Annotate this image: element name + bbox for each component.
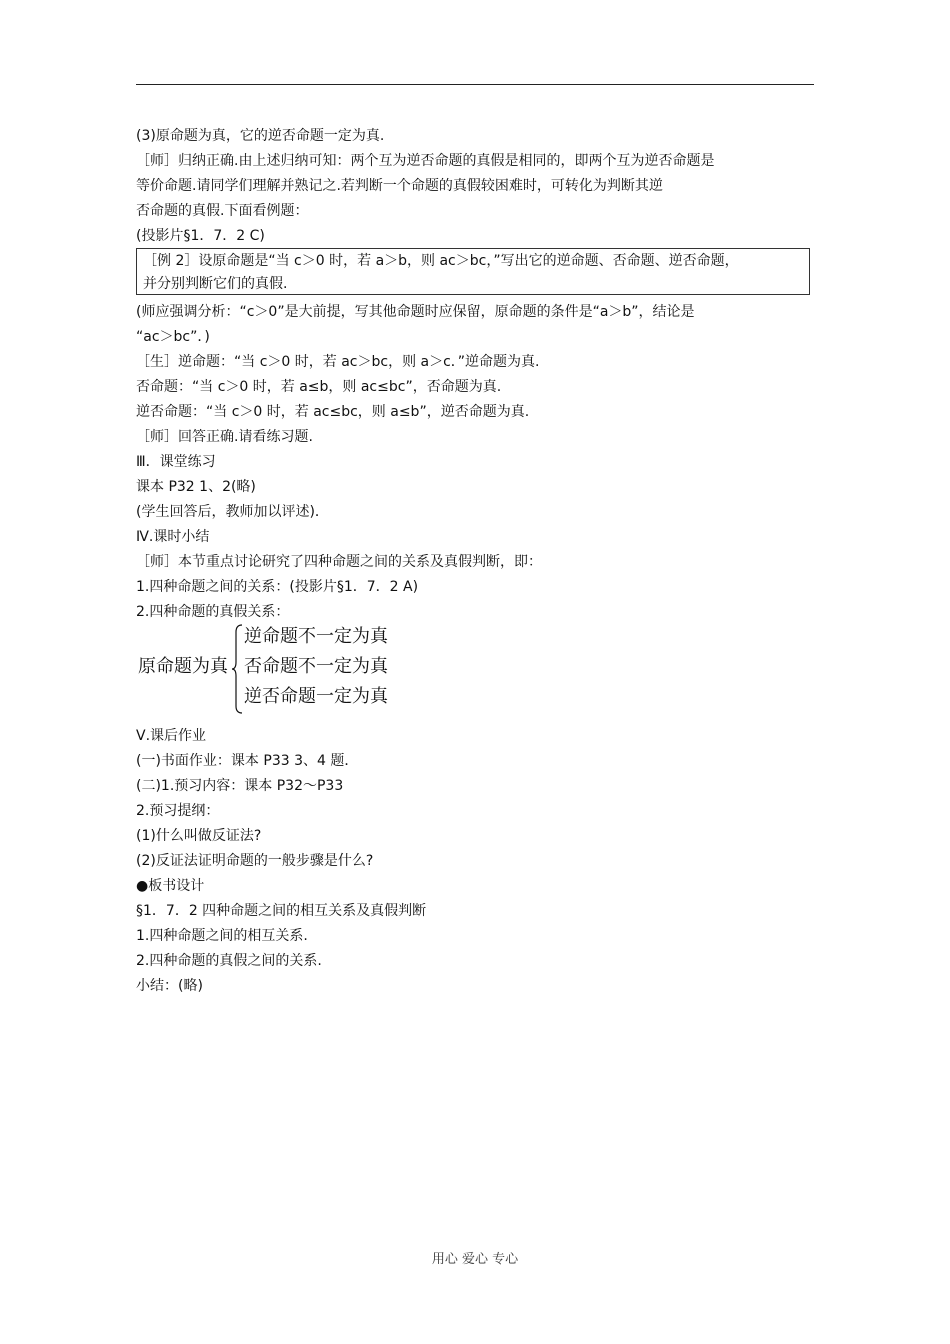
left-brace-icon	[232, 624, 244, 714]
text-line: 课本 P32 1、2(略)	[136, 479, 256, 495]
text-line: (一)书面作业：课本 P33 3、4 题．	[136, 753, 359, 769]
text-line: ［生］逆命题：“当 c＞0 时，若 ac＞bc，则 a＞c．”逆命题为真.	[136, 354, 540, 370]
text-line: 小结：(略)	[136, 978, 203, 994]
text-line: (3)原命题为真，它的逆否命题一定为真.	[136, 128, 385, 144]
example-box	[136, 248, 810, 295]
text-line: 2.预习提纲：	[136, 803, 220, 819]
text-line: (师应强调分析：“c＞0”是大前提，写其他命题时应保留，原命题的条件是“a＞b”，结论是	[136, 304, 695, 320]
example-line-2: 并分别判断它们的真假.	[143, 276, 288, 292]
brace-item: 逆否命题一定为真	[244, 686, 388, 707]
example-line-1: ［例 2］设原命题是“当 c＞0 时，若 a＞b，则 ac＞bc，”写出它的逆命题、否命题、逆否命题，	[143, 253, 739, 269]
brace-item: 逆命题不一定为真	[244, 626, 388, 647]
text-line: 1.四种命题之间的相互关系.	[136, 928, 308, 944]
text-line: 等价命题.请同学们理解并熟记之.若判断一个命题的真假较困难时，可转化为判断其逆	[136, 178, 663, 194]
text-line: 2.四种命题的真假之间的关系.	[136, 953, 322, 969]
section-heading: Ⅴ.课后作业	[136, 728, 207, 744]
text-line: §1．7．2 四种命题之间的相互关系及真假判断	[136, 903, 427, 919]
section-heading: ●板书设计	[136, 878, 205, 894]
brace-item: 否命题不一定为真	[244, 656, 388, 677]
text-line: ［师］回答正确.请看练习题.	[136, 429, 313, 445]
page-footer: 用心 爱心 专心	[431, 1252, 519, 1267]
text-line: (2)反证法证明命题的一般步骤是什么?	[136, 853, 374, 869]
text-line: 否命题的真假.下面看例题：	[136, 203, 309, 219]
text-line: (学生回答后，教师加以评述)．	[136, 504, 329, 520]
text-line: (1)什么叫做反证法?	[136, 828, 262, 844]
section-heading: Ⅳ.课时小结	[136, 529, 210, 545]
text-line: ［师］本节重点讨论研究了四种命题之间的关系及真假判断，即：	[136, 554, 542, 570]
text-line: (投影片§1．7．2 C)	[136, 228, 265, 244]
truth-relation-brace	[136, 622, 436, 714]
section-heading: Ⅲ．课堂练习	[136, 454, 216, 470]
header-rule	[136, 84, 814, 85]
text-line: “ac＞bc”．)	[136, 329, 210, 345]
brace-left-label: 原命题为真	[138, 656, 228, 677]
text-line: (二)1.预习内容：课本 P32～P33	[136, 778, 344, 794]
text-line: 逆否命题：“当 c＞0 时，若 ac≤bc，则 a≤b”，逆否命题为真.	[136, 404, 530, 420]
text-line: 1.四种命题之间的关系：(投影片§1．7．2 A)	[136, 579, 419, 595]
text-line: 否命题：“当 c＞0 时，若 a≤b，则 ac≤bc”，否命题为真.	[136, 379, 502, 395]
text-line: 2.四种命题的真假关系：	[136, 604, 290, 620]
text-line: ［师］归纳正确.由上述归纳可知：两个互为逆否命题的真假是相同的，即两个互为逆否命题是	[136, 153, 715, 169]
